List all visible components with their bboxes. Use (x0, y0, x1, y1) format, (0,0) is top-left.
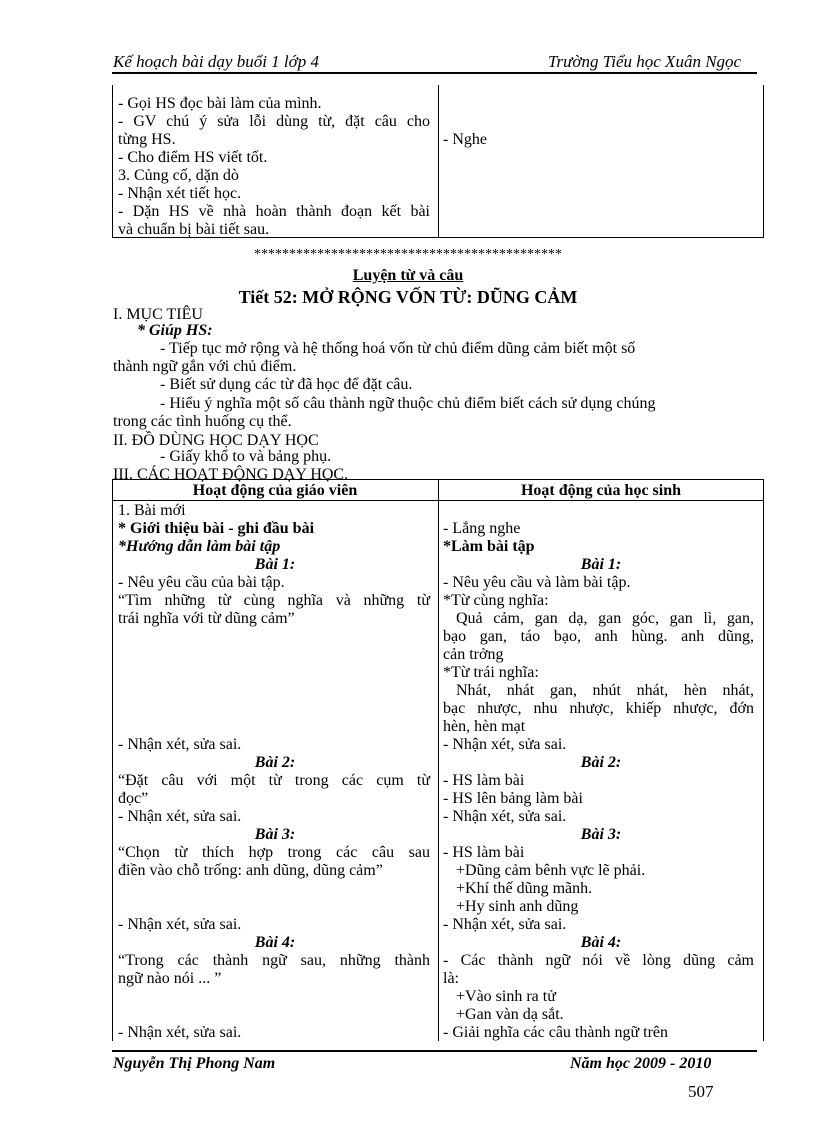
teacher-exercise-label: Bài 3: (254, 826, 296, 843)
student-line: Nhát, nhát gan, nhút nhát, hèn nhát, (456, 682, 754, 699)
top-teacher-line: - Dặn HS về nhà hoàn thành đoạn kết bài (118, 203, 430, 220)
header-left: Kế hoạch bài dạy buổi 1 lớp 4 (113, 52, 319, 71)
student-line: +Hy sinh anh dũng (456, 898, 579, 915)
teacher-line: đọc” (118, 790, 149, 807)
student-line: *Làm bài tập (443, 538, 535, 555)
teacher-line: điền vào chỗ trống: anh dũng, dũng cảm” (118, 862, 383, 879)
objectives-heading: I. MỤC TIÊU (113, 306, 203, 323)
teacher-line: “Tìm những từ cùng nghĩa và những từ (118, 592, 430, 609)
top-teacher-line: - GV chú ý sửa lỗi dùng từ, đặt câu cho (118, 113, 430, 130)
teacher-line: * Giới thiệu bài - ghi đầu bài (118, 520, 315, 537)
footer-author: Nguyễn Thị Phong Nam (113, 1055, 276, 1072)
objective-line: trong các tình huống cụ thể. (113, 413, 292, 430)
page-number: 507 (688, 1082, 714, 1101)
student-line: hèn, hèn mạt (443, 718, 526, 735)
student-line: *Từ cùng nghĩa: (443, 592, 549, 609)
subject-title: Luyện từ và câu (352, 267, 464, 284)
student-line: cản trởng (443, 646, 504, 663)
student-line: - HS làm bài (443, 844, 525, 861)
student-line: - Nhận xét, sửa sai. (443, 736, 567, 753)
student-exercise-label: Bài 3: (580, 826, 622, 843)
top-teacher-line: và chuẩn bị bài tiết sau. (118, 221, 270, 238)
student-exercise-label: Bài 4: (580, 934, 622, 951)
student-line: +Vào sinh ra tử (456, 988, 556, 1005)
teacher-exercise-label: Bài 4: (254, 934, 296, 951)
teacher-line: *Hướng dẫn làm bài tập (118, 538, 281, 555)
col-student-header: Hoạt động của học sinh (520, 482, 682, 499)
teacher-line: - Nêu yêu cầu của bài tập. (118, 574, 285, 591)
student-line: +Khí thế dũng mãnh. (456, 880, 593, 897)
student-line: - Giải nghĩa các câu thành ngữ trên (443, 1024, 669, 1041)
teacher-line: “Đặt câu với một từ trong các cụm từ (118, 772, 430, 789)
teacher-line: - Nhận xét, sửa sai. (118, 808, 242, 825)
objective-line: - Tiếp tục mở rộng và hệ thống hoá vốn từ chủ điểm dũng cảm biết một số (160, 340, 636, 357)
top-teacher-line: 3. Củng cố, dặn dò (118, 167, 239, 184)
materials-line: - Giấy khổ to và bảng phụ. (160, 448, 332, 465)
teacher-line: - Nhận xét, sửa sai. (118, 736, 242, 753)
student-line: Quả cảm, gan dạ, gan góc, gan lì, gan, (456, 610, 754, 627)
top-teacher-line: - Nhận xét tiết học. (118, 185, 242, 202)
student-line: - Các thành ngữ nói về lòng dũng cảm (443, 952, 754, 969)
activities-heading: III. CÁC HOẠT ĐỘNG DẠY HỌC. (113, 466, 349, 483)
footer-year: Năm học 2009 - 2010 (570, 1055, 712, 1072)
teacher-line: trái nghĩa với từ dũng cảm” (118, 610, 295, 627)
objective-line: - Hiểu ý nghĩa một số câu thành ngữ thuộc chủ điểm biết cách sử dụng chúng (160, 395, 656, 412)
activities-header-rule (112, 500, 764, 501)
student-exercise-label: Bài 2: (580, 754, 622, 771)
objective-line: - Biết sử dụng các từ đã học để đặt câu. (160, 376, 413, 393)
student-line: - HS làm bài (443, 772, 525, 789)
lesson-name: MỞ RỘNG VỐN TỪ: DŨNG CẢM (302, 287, 578, 307)
teacher-line: 1. Bài mới (118, 502, 186, 519)
student-line: - Nhận xét, sửa sai. (443, 916, 567, 933)
top-teacher-line: - Cho điểm HS viết tốt. (118, 149, 268, 166)
header-rule (112, 72, 757, 74)
teacher-line: - Nhận xét, sửa sai. (118, 1024, 242, 1041)
student-line: là: (443, 970, 459, 987)
section-separator: ******************************************** (254, 247, 562, 262)
student-line: - Nêu yêu cầu và làm bài tập. (443, 574, 631, 591)
student-line: bạo gan, táo bạo, anh hùng. anh dũng, (443, 628, 754, 645)
student-line: +Dũng cảm bênh vực lẽ phải. (456, 862, 646, 879)
footer-rule (112, 1050, 757, 1052)
student-line: +Gan vàn dạ sắt. (456, 1006, 564, 1023)
student-exercise-label: Bài 1: (580, 556, 622, 573)
continued-table-divider (438, 85, 439, 238)
student-line: *Từ trái nghĩa: (443, 664, 539, 681)
teacher-line: - Nhận xét, sửa sai. (118, 916, 242, 933)
lesson-number: Tiết 52: (238, 287, 298, 307)
teacher-exercise-label: Bài 1: (254, 556, 296, 573)
teacher-line: ngữ nào nói ... ” (118, 970, 222, 987)
student-line: - Lắng nghe (443, 520, 521, 537)
top-student-text: - Nghe (443, 131, 487, 148)
top-teacher-line: từng HS. (118, 131, 176, 148)
student-line: - HS lên bảng làm bài (443, 790, 583, 807)
student-line: - Nhận xét, sửa sai. (443, 808, 567, 825)
materials-heading: II. ĐỒ DÙNG HỌC DẠY HỌC (113, 432, 319, 449)
objective-line: thành ngữ gắn với chủ điểm. (113, 358, 297, 375)
teacher-line: “Chọn từ thích hợp trong các câu sau (118, 844, 430, 861)
teacher-exercise-label: Bài 2: (254, 754, 296, 771)
objectives-sub: * Giúp HS: (137, 322, 213, 339)
col-teacher-header: Hoạt động của giáo viên (192, 482, 358, 499)
teacher-line: “Trong các thành ngữ sau, những thành (118, 952, 430, 969)
student-line: bạc nhược, nhu nhược, khiếp nhược, đớn (443, 700, 754, 717)
header-right: Trường Tiểu học Xuân Ngọc (548, 52, 742, 71)
lesson-title (0, 287, 816, 307)
top-teacher-line: - Gọi HS đọc bài làm của mình. (118, 95, 322, 112)
